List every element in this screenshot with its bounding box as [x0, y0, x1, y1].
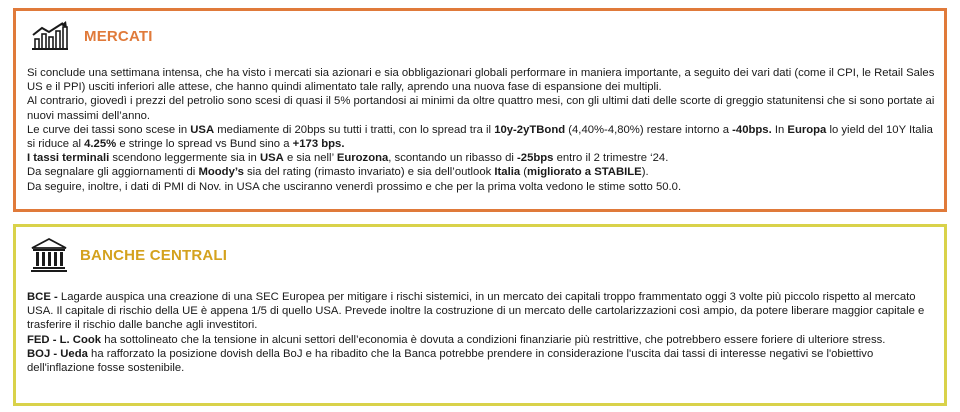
text: In: [771, 123, 788, 136]
banche-centrali-panel: [13, 224, 947, 406]
paragraph: [27, 290, 936, 333]
paragraph: [27, 151, 936, 165]
bold-text: Eurozona: [336, 152, 389, 165]
bold-text: Moody’s: [198, 166, 244, 179]
text: (4,40%-4,80%) restare intorno a: [565, 123, 733, 136]
text: entro il 2 trimestre ‘24.: [553, 152, 669, 165]
text: ha rafforzato la posizione dovish della BoJ e ha ribadito che la Banca potrebbe prendere in considerazione l'uscita dai tassi di interesse negativi se l'obiettivo dell'inflazione fosse sostenibile.: [27, 347, 874, 375]
mercati-panel: [13, 8, 947, 212]
bar-chart-growth-icon: [30, 21, 72, 51]
bold-text: USA: [190, 123, 215, 136]
bold-text: migliorato a STABILE: [527, 166, 642, 179]
bold-text: 4.25%: [84, 138, 117, 151]
paragraph: [27, 165, 936, 179]
text: lo yield del 10Y Italia si riduce al: [27, 123, 933, 151]
bold-text: Italia: [494, 166, 521, 179]
banche-centrali-title: BANCHE CENTRALI: [80, 246, 228, 264]
text: e stringe lo spread vs Bund sino a: [116, 138, 293, 151]
paragraph: [27, 180, 936, 194]
text: scendono leggermente sia in: [109, 152, 260, 165]
bold-text: -25bps: [517, 152, 554, 165]
bold-text: FED - L. Cook: [27, 333, 102, 346]
text: Si conclude una settimana intensa, che ha visto i mercati sia azionari e sia obbligazionari globali performare in maniera importante, a seguito dei vari dati (come il CPI, le Retail Sales US e il PPI) usciti inferiori alle attese, che hanno quindi alimentato tale rally, aprendo una nuova fase di espansione dei multipli.: [27, 67, 935, 94]
text: sia del rating (rimasto invariato) e sia dell’outlook: [243, 166, 495, 179]
bold-text: -40bps.: [732, 123, 772, 136]
text: Da seguire, inoltre, i dati di PMI di Nov. in USA che usciranno venerdì prossimo e che per la prima volta vedono le stime sotto 50.0.: [27, 180, 682, 193]
paragraph: [27, 66, 936, 94]
bank-building-icon: [30, 237, 68, 273]
banche-centrali-header: [30, 237, 227, 273]
paragraph: [27, 347, 936, 375]
bold-text: 10y-2yTBond: [494, 123, 566, 136]
bold-text: BCE -: [27, 291, 61, 303]
text: ).: [641, 166, 649, 179]
bold-text: Europa: [787, 123, 827, 136]
text: mediamente di 20bps su tutti i tratti, con lo spread tra il: [214, 123, 495, 136]
text: Da segnalare gli aggiornamenti di: [27, 166, 199, 179]
text: Le curve dei tassi sono scese in: [27, 123, 191, 136]
text: (: [520, 166, 528, 179]
mercati-body: [27, 66, 936, 194]
mercati-title: MERCATI: [84, 27, 153, 45]
bold-text: +173 bps.: [292, 138, 345, 151]
bold-text: USA: [259, 152, 284, 165]
text: , scontando un ribasso di: [388, 152, 518, 165]
banche-centrali-body: [27, 290, 936, 375]
text: Lagarde auspica una creazione di una SEC Europea per mitigare i rischi sistemici, in un mercato dei capitali troppo frammentato oggi 3 volte più piccolo rispetto al mercato USA. Il capitale di rischio della UE è appena 1/5 di quello USA. Prevede inoltre la costruzione di un mercato delle cartolarizzazioni così ampio, da potere liberare maggior capitale e trasferire il rischio dalle banche agli investitori.: [27, 291, 925, 332]
text: ha sottolineato che la tensione in alcuni settori dell’economia è dovuta a condizioni finanziarie più restrittive, che potrebbero essere foriere di ulteriore stress.: [101, 333, 886, 346]
paragraph: [27, 123, 936, 151]
paragraph: [27, 333, 936, 347]
mercati-header: [30, 21, 153, 51]
text: Al contrario, giovedì i prezzi del petrolio sono scesi di quasi il 5% portandosi ai minimi da oltre quattro mesi, con gli ultimi dati delle scorte di greggio statunitensi che si sono portate ai nuovi massimi dell’anno.: [27, 95, 935, 122]
text: e sia nell’: [283, 152, 337, 165]
bold-text: I tassi terminali: [27, 152, 110, 165]
bold-text: BOJ - Ueda: [27, 347, 88, 360]
paragraph: [27, 94, 936, 122]
